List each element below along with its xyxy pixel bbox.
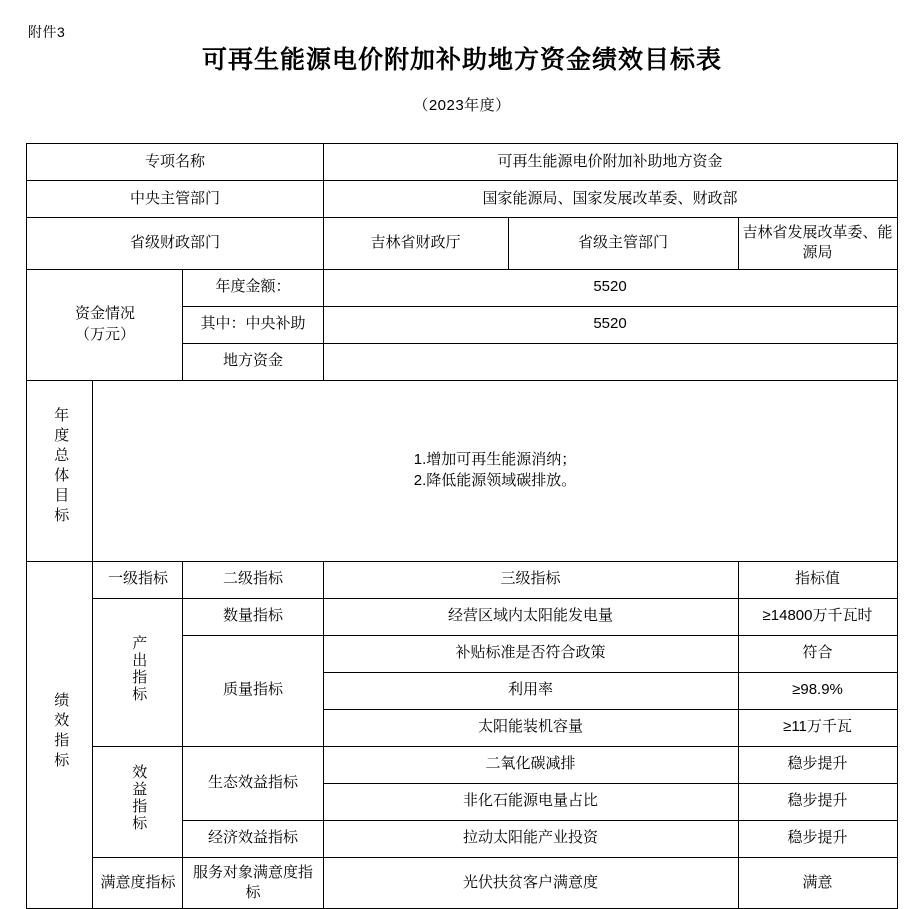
indicator-header-level3: 三级指标 bbox=[323, 561, 738, 598]
province-dept-value: 吉林省发展改革委、能源局 bbox=[738, 218, 897, 270]
indicator-value: ≥14800万千瓦时 bbox=[738, 598, 897, 635]
indicator-level3: 光伏扶贫客户满意度 bbox=[323, 857, 738, 909]
central-subsidy-label: 其中：中央补助 bbox=[183, 306, 323, 343]
province-dept-label: 省级主管部门 bbox=[508, 218, 738, 270]
performance-label bbox=[27, 561, 93, 909]
annual-amount-value: 5520 bbox=[323, 269, 897, 306]
indicator-level3: 经营区域内太阳能发电量 bbox=[323, 598, 738, 635]
indicator-level2-eco: 生态效益指标 bbox=[183, 746, 323, 820]
indicator-value: 稳步提升 bbox=[738, 820, 897, 857]
project-name-value: 可再生能源电价附加补助地方资金 bbox=[323, 144, 897, 181]
local-funds-value bbox=[323, 343, 897, 380]
indicator-level3: 补贴标准是否符合政策 bbox=[323, 635, 738, 672]
indicator-value: 符合 bbox=[738, 635, 897, 672]
table-row bbox=[27, 380, 897, 561]
indicator-value: ≥11万千瓦 bbox=[738, 709, 897, 746]
indicator-level2-quantity: 数量指标 bbox=[183, 598, 323, 635]
indicator-level3: 利用率 bbox=[323, 672, 738, 709]
performance-label-text: 绩效指标 bbox=[52, 691, 70, 772]
province-finance-value: 吉林省财政厅 bbox=[323, 218, 508, 270]
annual-amount-label: 年度金额： bbox=[183, 269, 323, 306]
indicator-level3: 二氧化碳减排 bbox=[323, 746, 738, 783]
table-row bbox=[27, 144, 897, 181]
annual-goal-line1: 1.增加可再生能源消纳； bbox=[413, 451, 577, 469]
indicator-value: ≥98.9% bbox=[738, 672, 897, 709]
central-dept-value: 国家能源局、国家发展改革委、财政部 bbox=[323, 181, 897, 218]
table-row bbox=[27, 561, 897, 598]
table-row bbox=[27, 598, 897, 635]
page-subtitle: （2023年度） bbox=[413, 97, 511, 114]
table-row bbox=[27, 857, 897, 909]
local-funds-label: 地方资金 bbox=[183, 343, 323, 380]
indicator-level1-benefit bbox=[93, 746, 183, 857]
annual-goal-label-text: 年度总体目标 bbox=[52, 407, 70, 528]
table-row bbox=[27, 746, 897, 783]
indicator-level2-economic: 经济效益指标 bbox=[183, 820, 323, 857]
indicator-value: 满意 bbox=[738, 857, 897, 909]
indicator-level1-satisfaction: 满意度指标 bbox=[93, 857, 183, 909]
table-row bbox=[27, 269, 897, 306]
central-dept-label: 中央主管部门 bbox=[27, 181, 323, 218]
attachment-label: 附件3 bbox=[28, 24, 66, 40]
project-name-label: 专项名称 bbox=[27, 144, 323, 181]
province-finance-label: 省级财政部门 bbox=[27, 218, 323, 270]
funds-label bbox=[27, 269, 183, 380]
annual-goal-label bbox=[27, 380, 93, 561]
indicator-level1-benefit-text: 效益指标 bbox=[130, 764, 148, 833]
indicator-level1-output-text: 产出指标 bbox=[130, 634, 148, 703]
annual-goal-line2: 2.降低能源领域碳排放。 bbox=[413, 471, 577, 489]
indicator-value: 稳步提升 bbox=[738, 746, 897, 783]
funds-label-line2: （万元） bbox=[74, 325, 135, 343]
central-subsidy-value: 5520 bbox=[323, 306, 897, 343]
indicator-header-level1: 一级指标 bbox=[93, 561, 183, 598]
page-title: 可再生能源电价附加补助地方资金绩效目标表 bbox=[201, 46, 722, 74]
indicator-level1-output bbox=[93, 598, 183, 746]
indicator-level3: 太阳能装机容量 bbox=[323, 709, 738, 746]
indicator-value: 稳步提升 bbox=[738, 783, 897, 820]
annual-goal-content bbox=[93, 380, 897, 561]
table-row bbox=[27, 218, 897, 270]
table-row bbox=[27, 181, 897, 218]
indicator-level2-satisfaction: 服务对象满意度指标 bbox=[183, 857, 323, 909]
indicator-header-level2: 二级指标 bbox=[183, 561, 323, 598]
indicator-level3: 非化石能源电量占比 bbox=[323, 783, 738, 820]
funds-label-line1: 资金情况 bbox=[74, 305, 135, 323]
indicator-header-value: 指标值 bbox=[738, 561, 897, 598]
performance-goal-table bbox=[26, 143, 897, 909]
indicator-level2-quality: 质量指标 bbox=[183, 635, 323, 746]
indicator-level3: 拉动太阳能产业投资 bbox=[323, 820, 738, 857]
